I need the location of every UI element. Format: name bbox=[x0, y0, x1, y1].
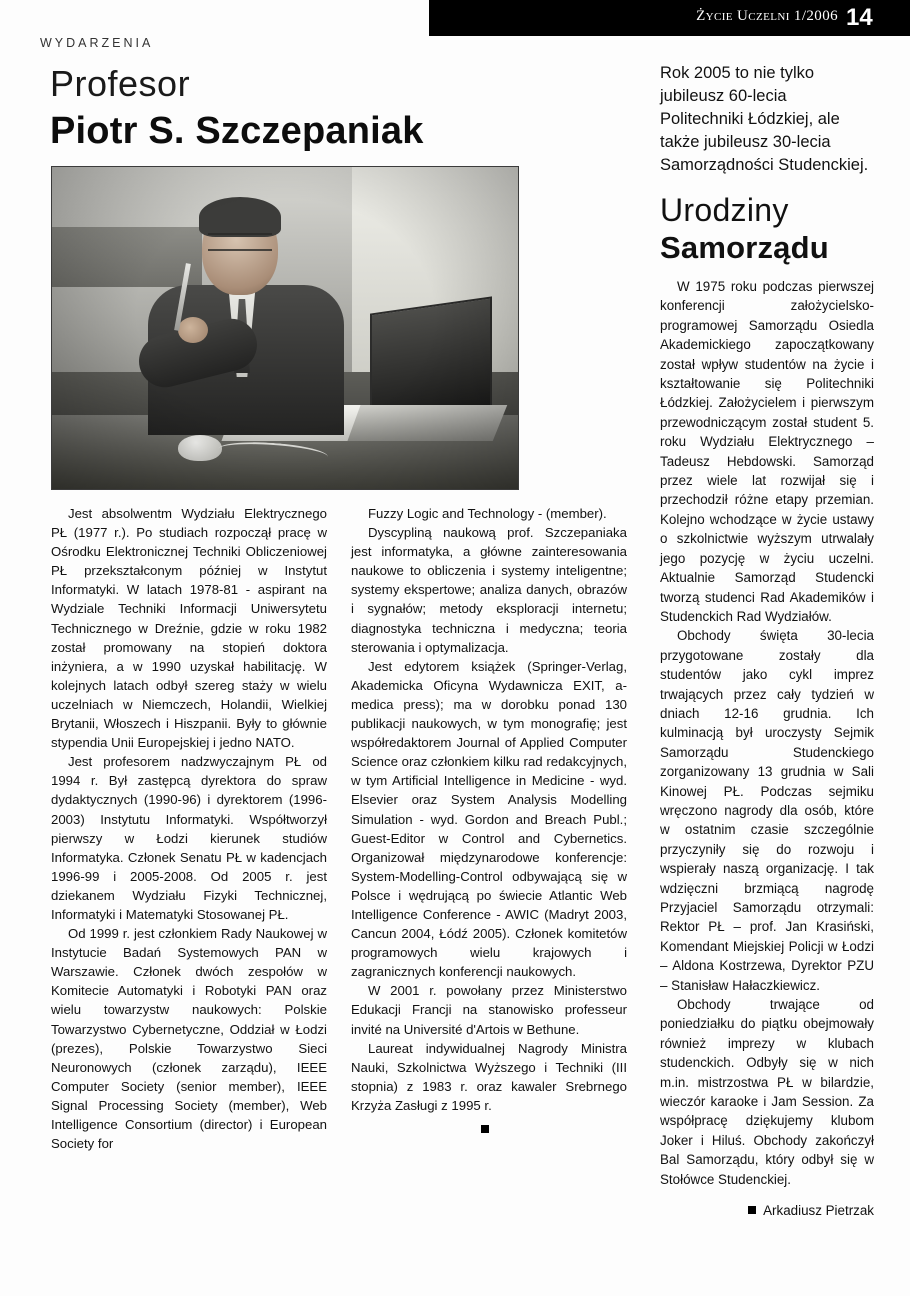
paragraph: Laureat indywidualnej Nagrody Ministra Nauki, Szkolnictwa Wyższego i Techniki (III stopnia) z 1983 r. oraz kawaler Srebrnego Krzyża Zasługi z 1995 r. bbox=[351, 1040, 627, 1113]
signature-square-icon bbox=[748, 1206, 756, 1214]
article-column-2 bbox=[351, 504, 627, 1153]
sidebar-title-line1: Urodziny bbox=[660, 192, 789, 228]
end-of-article-marker bbox=[481, 1125, 489, 1133]
author-signature bbox=[660, 1203, 874, 1218]
paragraph: Jest edytorem książek (Springer-Verlag, Akademicka Oficyna Wydawnicza EXIT, a-medica press); ma w dorobku ponad 130 publikacji naukowych, w tym monografię; jest współredaktorem Journal of Applied Computer Science oraz członkiem kilku rad redakcyjnych, w tym Artificial Intelligence in Medicine - wyd. Elsevier oraz System Analysis Modelling Simulation - wyd. Gordon and Breach Publ.; Guest-Editor w Control and Cybernetics. Organizował międzynarodowe konferencje: System-Modelling-Control odbywającą się w Polsce i wędrującą po świecie Atlantic Web Intelligence Conference - AWIC (Madryt 2003, Cancun 2004, Łódź 2005). Członek komitetów programowych wielu krajowych i zagranicznych konferencji naukowych. bbox=[351, 658, 627, 980]
paragraph: Dyscypliną naukową prof. Szczepaniaka jest informatyka, a główne zainteresowania naukowe to obliczenia i systemy inteligentne; systemy ekspertowe; analiza danych, obrazów i sygnałów; metody eksploracji internetu; diagnostyka techniczna i medyczna; teoria sterowania i optymalizacja. bbox=[351, 525, 627, 655]
paragraph: Obchody święta 30-lecia przygotowane zostały dla studentów jako cykl imprez trwających przez cały tydzień w dniach 12-16 grudnia. Ich kulminacją był uroczysty Sejmik Samorządu Studenckiego zorganizowany 13 grudnia w Sali Kinowej PŁ. Podczas sejmiku wręczono nagrody dla osób, które w ostatnim czasie szczególnie przyczyniły się do rozwoju i wspierały naszą organizację. I tak wdzięczni brzmiącą nagrodę Przyjaciel Samorządu otrzymali: Rektor PŁ – prof. Jan Krasiński, Komendant Miejskiej Policji w Łodzi – Aldona Kostrzewa, Dyrektor PZU – Stanisław Hałaczkiewicz. bbox=[660, 628, 874, 993]
paragraph: Jest profesorem nadzwyczajnym PŁ od 1994 r. Był zastępcą dyrektora do spraw dydaktycznych (1990-96) i dyrektorem (1996-2003) Instytutu Informatyki. Współtworzył pierwszy w Łodzi kierunek studiów Informatyka. Członek Senatu PŁ w kadencjach 1996-99 i 2005-2008. Od 2005 r. jest dziekanem Wydziału Fizyki Technicznej, Informatyki i Matematyki Stosowanej PŁ. bbox=[51, 754, 327, 922]
section-label: WYDARZENIA bbox=[40, 36, 154, 50]
paragraph: Od 1999 r. jest członkiem Rady Naukowej w Instytucie Badań Systemowych PAN w Warszawie. Członek dwóch zespołów w Komitecie Automatyki i Robotyki PAN oraz wielu towarzystw naukowych: Polskie Towarzystwo Cybernetyczne, Oddział w Łodzi (prezes), Polskie Towarzystwo Sieci Neuronowych (członek zarządu), IEEE Computer Society (senior member), IEEE Signal Processing Society (member), Web Intelligence Consortium (director) i European Society for bbox=[51, 926, 327, 1152]
paragraph: W 1975 roku podczas pierwszej konferencji założycielsko-programowej Samorządu Osiedla Akademickiego zapoczątkowany został wpływ studentów na życie i kształtowanie się Politechniki Łódzkiej. Założycielem i pierwszym przewodniczącym został student 5. roku Wydziału Elektrycznego – Tadeusz Hebdowski. Samorząd przez wiele lat rozwijał się i przechodził różne etapy przemian. Kolejno wchodzące w życie ustawy o szkolnictwie wyższym utrwalały jego pozycję w życiu uczelni. Aktualnie Samorząd Studencki tworzą studenci Rad Akademików i Studenckich Rad Wydziałów. bbox=[660, 279, 874, 624]
paragraph: Fuzzy Logic and Technology - (member). bbox=[368, 506, 607, 521]
article-title-line2: Piotr S. Szczepaniak bbox=[50, 110, 424, 152]
paragraph: Obchody trwające od poniedziałku do piątku obejmowały również imprezy w klubach studenckich. Odbyły się w nich m.in. mistrzostwa PŁ w bilardzie, wieczór karaoke i Jam Session. Za współpracę dziękujemy klubom Joker i Hiluś. Obchody zakończył Bal Samorządu, który odbył się w Stołówce Studenckiej. bbox=[660, 997, 874, 1187]
article-photo bbox=[51, 166, 519, 490]
issue-title: Życie Uczelni 1/2006 bbox=[696, 8, 838, 24]
page-header bbox=[0, 0, 910, 40]
sidebar-lead: Rok 2005 to nie tylko jubileusz 60-lecia Politechniki Łódzkiej, ale także jubileusz 30-lecia Samorządności Studenckiej. bbox=[660, 64, 869, 174]
article-main bbox=[40, 62, 630, 1153]
sidebar-article bbox=[660, 62, 874, 1218]
photo-vignette bbox=[52, 167, 518, 489]
sidebar-title-line2: Samorządu bbox=[660, 230, 829, 265]
article-column-1 bbox=[51, 504, 327, 1153]
author-name: Arkadiusz Pietrzak bbox=[763, 1203, 874, 1219]
paragraph: W 2001 r. powołany przez Ministerstwo Edukacji Francji na stanowisko professeur invité na Université d'Artois w Bethune. bbox=[351, 983, 627, 1037]
article-title-line1: Profesor bbox=[50, 63, 191, 104]
page-number: 14 bbox=[846, 4, 873, 31]
paragraph: Jest absolwentm Wydziału Elektrycznego PŁ (1977 r.). Po studiach rozpoczął pracę w Ośrodku Elektronicznej Techniki Obliczeniowej PŁ przekształconym później w Instytut Informatyki. W latach 1978-81 - aspirant na Wydziale Techniki Informacji Uniwersytetu Technicznego w Dreźnie, gdzie w roku 1982 został promowany na stopień doktora inżyniera, a w 1990 uzyskał habilitację. W kolejnych latach odbył szereg staży w wielu uczelniach w Niemczech, Holandii, Wielkiej Brytanii, Włoszech i Hiszpanii. Były to głównie stypendia Unii Europejskiej i jedno NATO. bbox=[51, 506, 327, 751]
article-body bbox=[51, 504, 627, 1153]
